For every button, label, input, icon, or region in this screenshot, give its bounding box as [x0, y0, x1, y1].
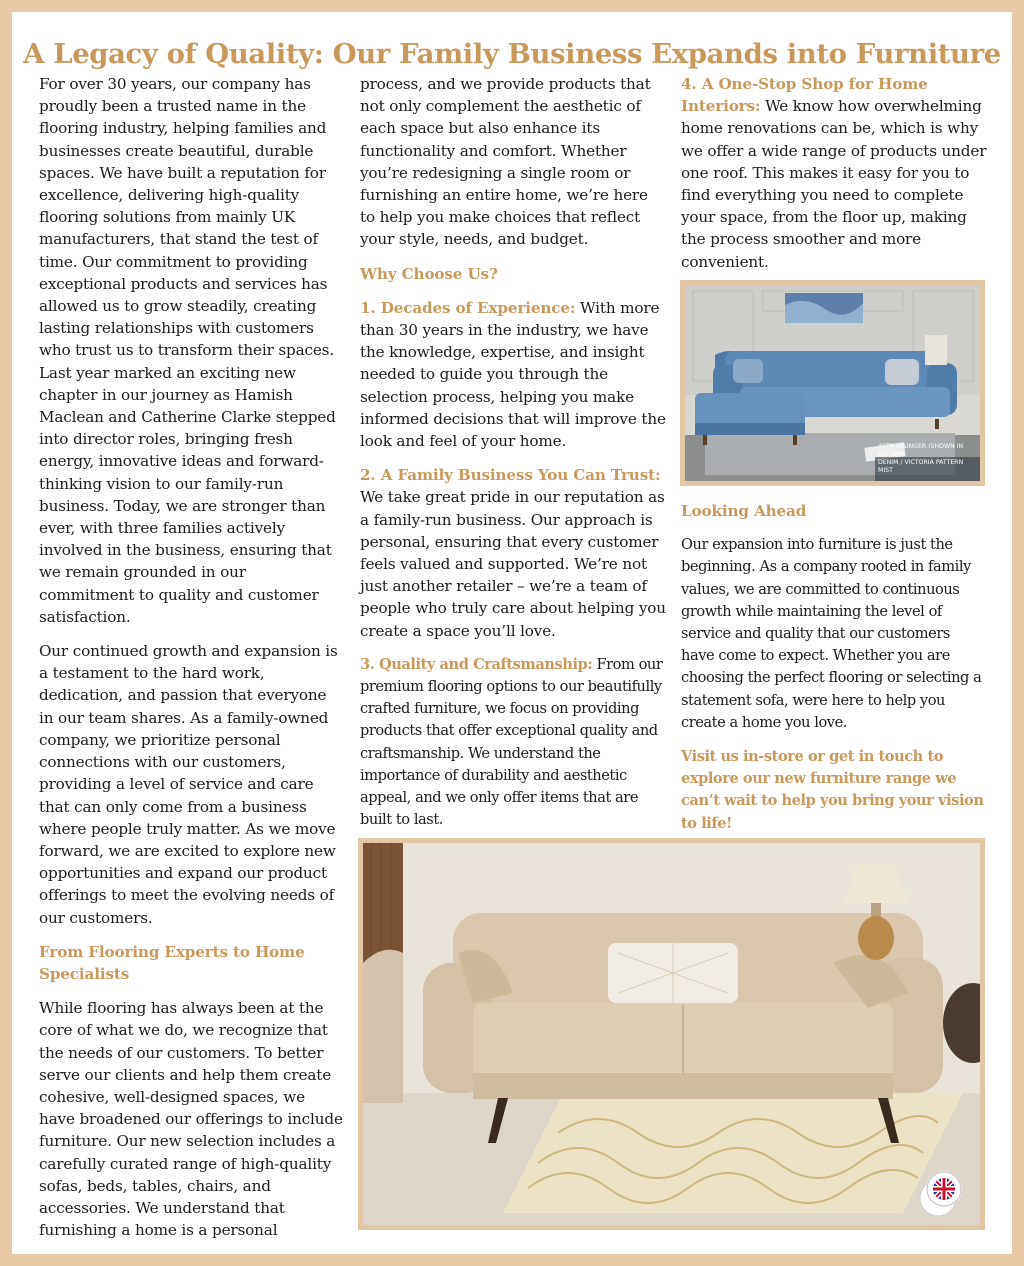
- blue-sofa-caption: 4STR LOUNGER (SHOWN IN REFORM DENIM / VICTORIA PATTERN MIST: [878, 443, 964, 474]
- reason-item-4: [681, 73, 987, 273]
- beige-sofa-photo: [358, 838, 985, 1230]
- continuation-paragraph: process, and we provide products that not only complement the aesthetic of each space but also enhance its functionality and comfort. Whether you’re redesigning a single room or furnishing an entire home, we’re here to help you make choices that reflect your style, needs, and budget.: [360, 75, 651, 249]
- reason-item-3: [360, 654, 666, 832]
- intro-paragraph: For over 30 years, our company has proudly been a trusted name in the flooring industry, helping families and businesses create beautiful, durable spaces. We have built a reputation for excellence, delivering high-quality flooring solutions from mainly UK manufacturers, that stand the test of time. Our commitment to providing exceptional products and services has allowed us to grow steadily, creating lasting relationships with customers who trust us to transform their spaces. Last year marked an exciting new chapter in our journey as Hamish Maclean and Catherine Clarke stepped into director roles, bringing fresh energy, innovative ideas and forward-thinking vision to our family-run business. Today, we are stronger than ever, with three families actively involved in the business, ensuring that we remain grounded in our commitment to quality and customer satisfaction.: [39, 75, 336, 626]
- reason-3-heading: 3. Quality and Craftsmanship:: [360, 655, 593, 673]
- reason-2-heading: 2. A Family Business You Can Trust:: [360, 466, 661, 485]
- reason-1-heading: 1. Decades of Experience:: [360, 298, 576, 317]
- reason-3-body: From our premium flooring options to our beautifully crafted furniture, we focus on providing products that offer exceptional quality and craftsmanship. We understand the importance of durability and aesthetic appeal, and we only offer items that are built to last.: [360, 655, 663, 829]
- column-3: [681, 73, 987, 285]
- looking-ahead-paragraph: Our expansion into furniture is just the beginning. As a company rooted in family values, we are committed to continuous growth while maintaining the level of service and quality that our customers have come to expect. Whether you are choosing the perfect flooring or selecting a statement sofa, were here to help you create a home you love.: [681, 536, 982, 731]
- section-heading-flooring-experts: From Flooring Experts to Home Specialists: [39, 942, 305, 983]
- reason-1-body: With more than 30 years in the industry, we have the knowledge, expertise, and insight needed to guide you through the selection process, helping you make informed decisions that will improve the look and feel of your home.: [360, 298, 666, 451]
- blue-sofa-photo: [680, 280, 985, 486]
- reason-item-2: [360, 464, 666, 642]
- union-jack-badge-icon: [926, 1171, 962, 1207]
- call-to-action: Visit us in-store or get in touch to explore our new furniture range we can’t wait to help you bring your vision to life!: [681, 748, 984, 832]
- growth-paragraph: Our continued growth and expansion is a testament to the hard work, dedication, and passion that everyone in our team shares. As a family-owned company, we prioritize personal connections with our customers, providing a level of service and care that can only come from a business where people truly matter. As we move forward, we are excited to explore new opportunities and expand our product offerings to meet the evolving needs of our customers.: [39, 642, 338, 927]
- furniture-paragraph: While flooring has always been at the core of what we do, we recognize that the needs of our customers. To better serve our clients and help them create cohesive, well-designed spaces, we have broadened our offerings to include furniture. Our new selection includes a carefully curated range of high-quality sofas, beds, tables, chairs, and accessories. We understand that furnishing a home is a personal: [39, 999, 343, 1240]
- article-page: [12, 12, 1012, 1254]
- article-title: A Legacy of Quality: Our Family Business Expands into Furniture: [23, 38, 1001, 70]
- reason-4-heading: 4. A One-Stop Shop for Home Interiors:: [681, 75, 928, 116]
- section-heading-why-choose-us: Why Choose Us?: [360, 264, 498, 283]
- reason-2-body: We take great pride in our reputation as a family-run business. Our approach is personal, ensuring that every customer feels valued and supported. We’re not just another retailer – we’re a team of people who truly care about helping you create a space you’ll love.: [360, 488, 666, 640]
- reason-4-body: We know how overwhelming home renovations can be, which is why we offer a wide range of products under one roof. This makes it easy for you to find everything you need to complete your space, from the floor up, making the process smoother and more convenient.: [681, 97, 987, 271]
- section-heading-looking-ahead: Looking Ahead: [681, 502, 807, 520]
- column-1: [39, 73, 345, 1253]
- reason-item-1: [360, 297, 666, 452]
- beige-sofa-image: [363, 843, 980, 1225]
- column-3-lower: [681, 500, 987, 847]
- column-2: [360, 73, 666, 844]
